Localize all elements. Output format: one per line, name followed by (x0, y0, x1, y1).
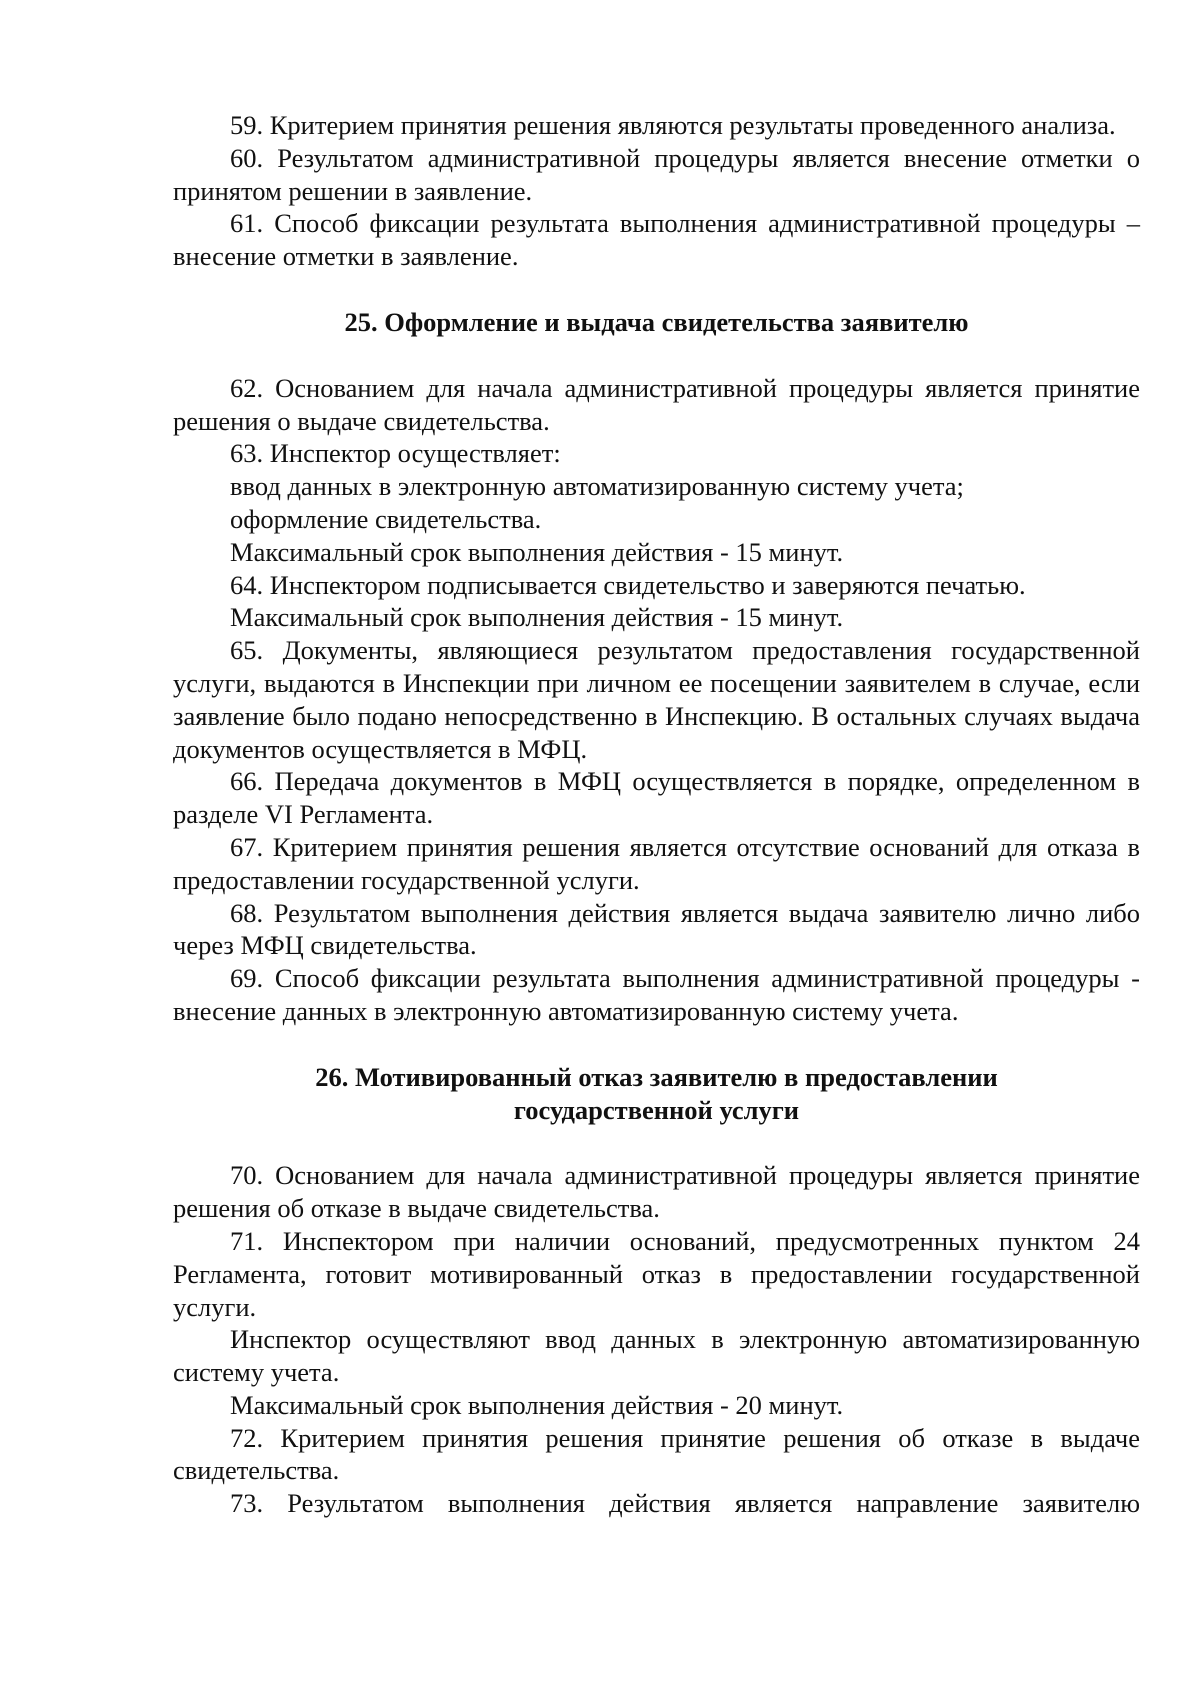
paragraph-59: 59. Критерием принятия решения являются результаты проведенного анализа. (230, 110, 1116, 140)
paragraph-64: 64. Инспектором подписывается свидетельство и заверяются печатью. (230, 569, 1026, 600)
section-25-heading: 25. Оформление и выдача свидетельства заявителю (344, 306, 969, 337)
paragraph-69: 69. Способ фиксации результата выполнения административной процедуры - внесение данных в электронную автоматизированную систему учета. (173, 963, 1140, 1026)
paragraph-68: 68. Результатом выполнения действия является выдача заявителю лично либо через МФЦ свидетельства. (173, 897, 1140, 961)
section-26-heading-line-2: государственной услуги (513, 1094, 800, 1125)
paragraph-63-item-b: оформление свидетельства. (230, 503, 542, 534)
paragraph-71: 71. Инспектором при наличии оснований, предусмотренных пунктом 24 Регламента, готовит мотивированный отказ в предоставлении государственной услуги. (173, 1225, 1140, 1322)
paragraph-63-item-a: ввод данных в электронную автоматизированную систему учета; (230, 471, 964, 502)
document-page (173, 109, 1140, 1520)
paragraph-66: 66. Передача документов в МФЦ осуществляется в порядке, определенном в разделе VI Регламента. (173, 766, 1140, 830)
paragraph-70: 70. Основанием для начала административной процедуры является принятие решения об отказе в выдаче свидетельства. (173, 1160, 1140, 1224)
paragraph-63: 63. Инспектор осуществляет: (230, 438, 561, 469)
paragraph-72: 72. Критерием принятия решения принятие решения об отказе в выдаче свидетельства. (173, 1422, 1140, 1486)
paragraph-60: 60. Результатом административной процедуры является внесение отметки о принятом решении в заявление. (173, 142, 1140, 206)
paragraph-64-time: Максимальный срок выполнения действия - 15 минут. (230, 602, 844, 633)
paragraph-67: 67. Критерием принятия решения является отсутствие оснований для отказа в предоставлении государственной услуги. (173, 831, 1140, 895)
section-26-heading-line-1: 26. Мотивированный отказ заявителю в предоставлении (315, 1061, 998, 1092)
paragraph-73: 73. Результатом выполнения действия является направление заявителю (230, 1488, 1140, 1519)
paragraph-61: 61. Способ фиксации результата выполнения административной процедуры – внесение отметки в заявление. (173, 208, 1140, 272)
paragraph-62: 62. Основанием для начала административной процедуры является принятие решения о выдаче свидетельства. (173, 372, 1140, 436)
paragraph-65: 65. Документы, являющиеся результатом предоставления государственной услуги, выдаются в Инспекции при личном ее посещении заявителем в случае, если заявление было подано непосредственно в Инспекцию. В остальных случаях выдача документов осуществляется в МФЦ. (173, 635, 1140, 764)
paragraph-71-time: Максимальный срок выполнения действия - 20 минут. (230, 1389, 844, 1420)
paragraph-71-inspector: Инспектор осуществляют ввод данных в электронную автоматизированную систему учета. (173, 1324, 1140, 1388)
section-26-heading (173, 1061, 1140, 1127)
paragraph-63-time: Максимальный срок выполнения действия - 15 минут. (230, 536, 844, 567)
